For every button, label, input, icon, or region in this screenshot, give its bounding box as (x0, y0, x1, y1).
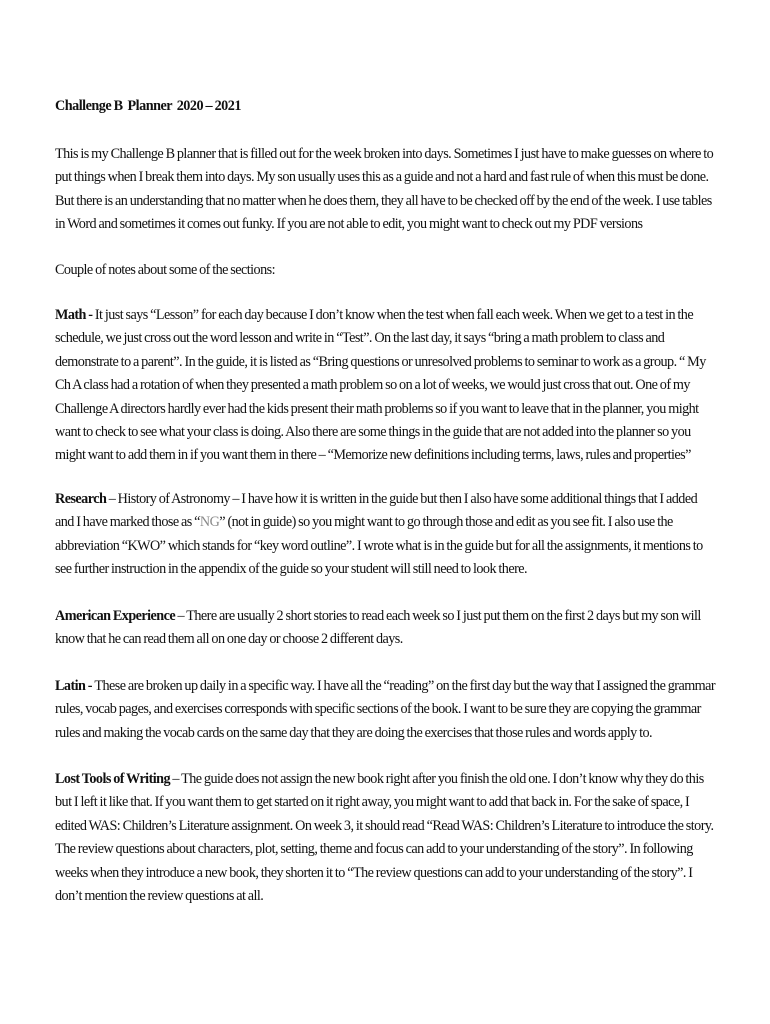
research-heading: Research (55, 491, 107, 507)
lost-tools-of-writing-section (55, 768, 717, 908)
math-section (55, 304, 717, 468)
research-section (55, 488, 717, 582)
intro-paragraph: This is my Challenge B planner that is filled out for the week broken into days. Sometimes I just have to make guesses on where to put things when I break them into days. My son usually uses this as a guide and not a hard and fast rule of when this must be done. But there is an understanding that no matter when he does them, they all have to be checked off by the end of the week. I use tables in Word and sometimes it comes out funky. If you are not able to edit, you might want to check out my PDF versions (55, 146, 714, 233)
american-experience-section (55, 605, 717, 652)
latin-text: These are broken up daily in a specific way. I have all the “reading” on the first day but the way that I assigned the grammar rules, vocab pages, and exercises corresponds with specific sections of the book. I want to be sure they are copying the grammar rules and making the vocab cards on the same day that they are doing the exercises that those rules and words apply to. (55, 678, 716, 741)
math-heading: Math - (55, 307, 95, 323)
ng-abbreviation: NG (199, 514, 220, 531)
research-text-before: – History of Astronomy – I have how it is written in the guide but then I also have some additional things that I added and I have marked those as “ (55, 491, 698, 531)
american-experience-heading: American Experience (55, 608, 176, 624)
latin-section (55, 675, 717, 745)
document-page (55, 0, 717, 1024)
notes-intro-paragraph: Couple of notes about some of the sections: (55, 262, 275, 278)
lost-tools-text: – The guide does not assign the new book right after you finish the old one. I don’t know why they do this but I left it like that. If you want them to get started on it right away, you might want to add that back in. For the sake of space, I edited WAS: Children’s Literature assignment. On week 3, it should read “Read WAS: Children’s Literature to introduce the story. The review questions about characters, plot, setting, theme and focus can add to your understanding of the story”. In following weeks when they introduce a new book, they shorten it to “The review questions can add to your understanding of the story”. I don’t mention the review questions at all. (55, 771, 714, 905)
american-experience-text: – There are usually 2 short stories to read each week so I just put them on the first 2 days but my son will know that he can read them all on one day or choose 2 different days. (55, 608, 701, 648)
research-text-after: ” (not in guide) so you might want to go through those and edit as you see fit. I also use the abbreviation “KWO” which stands for “key word outline”. I wrote what is in the guide but for all the assignments, it mentions to see further instruction in the appendix of the guide so your student will still need to look there. (55, 514, 703, 578)
lost-tools-heading: Lost Tools of Writing (55, 771, 171, 787)
math-text: It just says “Lesson” for each day because I don’t know when the test when fall each week. When we get to a test in the schedule, we just cross out the word lesson and write in “Test”. On the last day, it says “bring a math problem to class and demonstrate to a parent”. In the guide, it is listed as “Bring questions or unresolved problems to seminar to work as a group. “ My Ch A class had a rotation of when they presented a math problem so on a lot of weeks, we would just cross that out. One of my Challenge A directors hardly ever had the kids present their math problems so if you want to leave that in the planner, you might want to check to see what your class is doing. Also there are some things in the guide that are not added into the planner so you might want to add them in if you want them in there – “Memorize new definitions including terms, laws, rules and properties” (55, 307, 706, 464)
latin-heading: Latin - (55, 678, 95, 694)
document-title: Challenge B Planner 2020 – 2021 (55, 98, 241, 114)
